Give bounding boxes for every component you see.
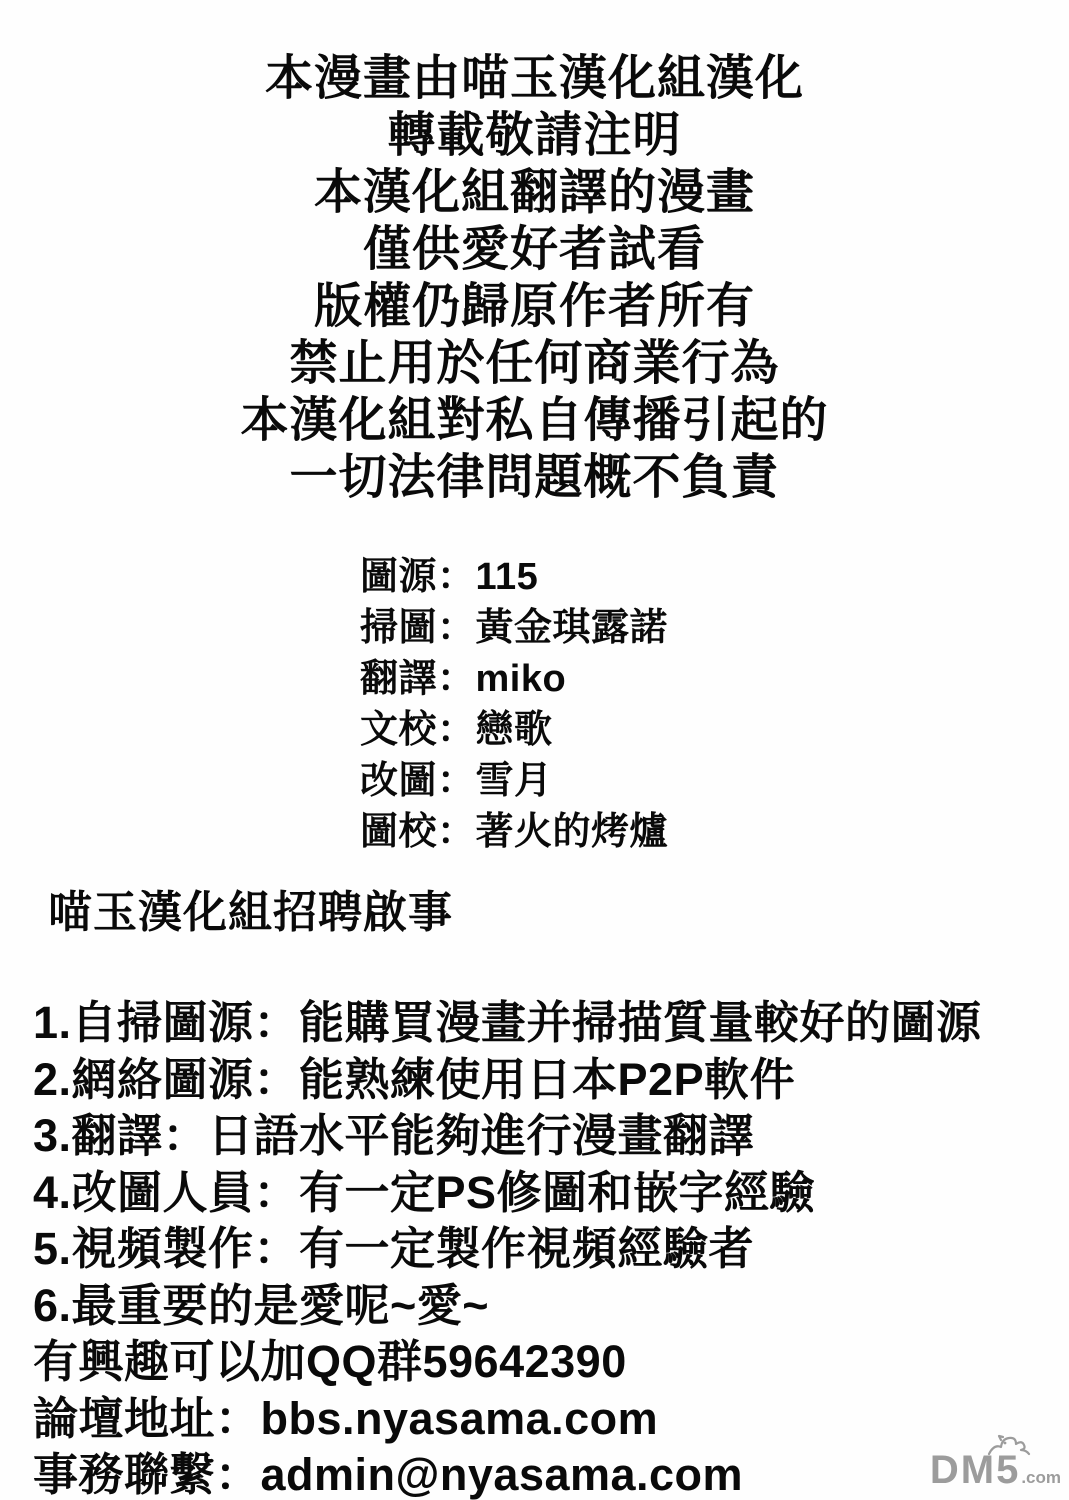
dm5-mascot-icon	[987, 1433, 1031, 1457]
recruitment-contact-email: 事務聯繫：admin@nyasama.com	[33, 1449, 744, 1500]
recruitment-list	[33, 995, 1059, 1500]
credit-line-scanner: 掃圖：黃金琪露諾	[360, 607, 669, 649]
disclaimer-line: 本漫畫由喵玉漢化組漢化	[264, 52, 804, 105]
disclaimer-block	[0, 50, 1069, 506]
credit-line-image-source: 圖源：115	[360, 556, 539, 598]
staff-credits-block	[360, 552, 668, 858]
recruitment-item: 4.改圖人員：有一定PS修圖和嵌字經驗	[33, 1166, 816, 1218]
credit-line-editor: 改圖：雪月	[360, 760, 553, 802]
credit-line-quality-check: 圖校：著火的烤爐	[360, 811, 669, 853]
recruitment-item: 6.最重要的是愛呢~愛~	[33, 1279, 490, 1331]
disclaimer-line: 本漢化組對私自傳播引起的	[240, 394, 829, 447]
dm5-logo-text: DM5	[929, 1448, 1021, 1492]
dm5-logo-suffix: .com	[1021, 1468, 1061, 1487]
disclaimer-line: 本漢化組翻譯的漫畫	[313, 166, 755, 219]
credit-line-proofreader: 文校：戀歌	[360, 709, 553, 751]
recruitment-item: 3.翻譯：日語水平能夠進行漫畫翻譯	[33, 1110, 755, 1161]
disclaimer-line: 轉載敬請注明	[387, 109, 682, 162]
recruitment-contact-qq: 有興趣可以加QQ群59642390	[33, 1336, 627, 1387]
disclaimer-line: 禁止用於任何商業行為	[289, 337, 780, 390]
credit-line-translator: 翻譯：miko	[360, 658, 567, 700]
disclaimer-line: 一切法律問題概不負責	[289, 451, 780, 504]
recruitment-item: 5.視頻製作：有一定製作視頻經驗者	[33, 1223, 755, 1274]
disclaimer-line: 版權仍歸原作者所有	[313, 280, 755, 333]
recruitment-item: 1.自掃圖源：能購買漫畫并掃描質量較好的圖源	[33, 997, 982, 1048]
recruitment-heading: 喵玉漢化組招聘啟事	[48, 888, 453, 937]
recruitment-item: 2.網絡圖源：能熟練使用日本P2P軟件	[33, 1053, 796, 1105]
dm5-watermark	[930, 1450, 1061, 1490]
disclaimer-line: 僅供愛好者試看	[362, 223, 706, 276]
recruitment-contact-forum: 論壇地址：bbs.nyasama.com	[33, 1392, 659, 1444]
